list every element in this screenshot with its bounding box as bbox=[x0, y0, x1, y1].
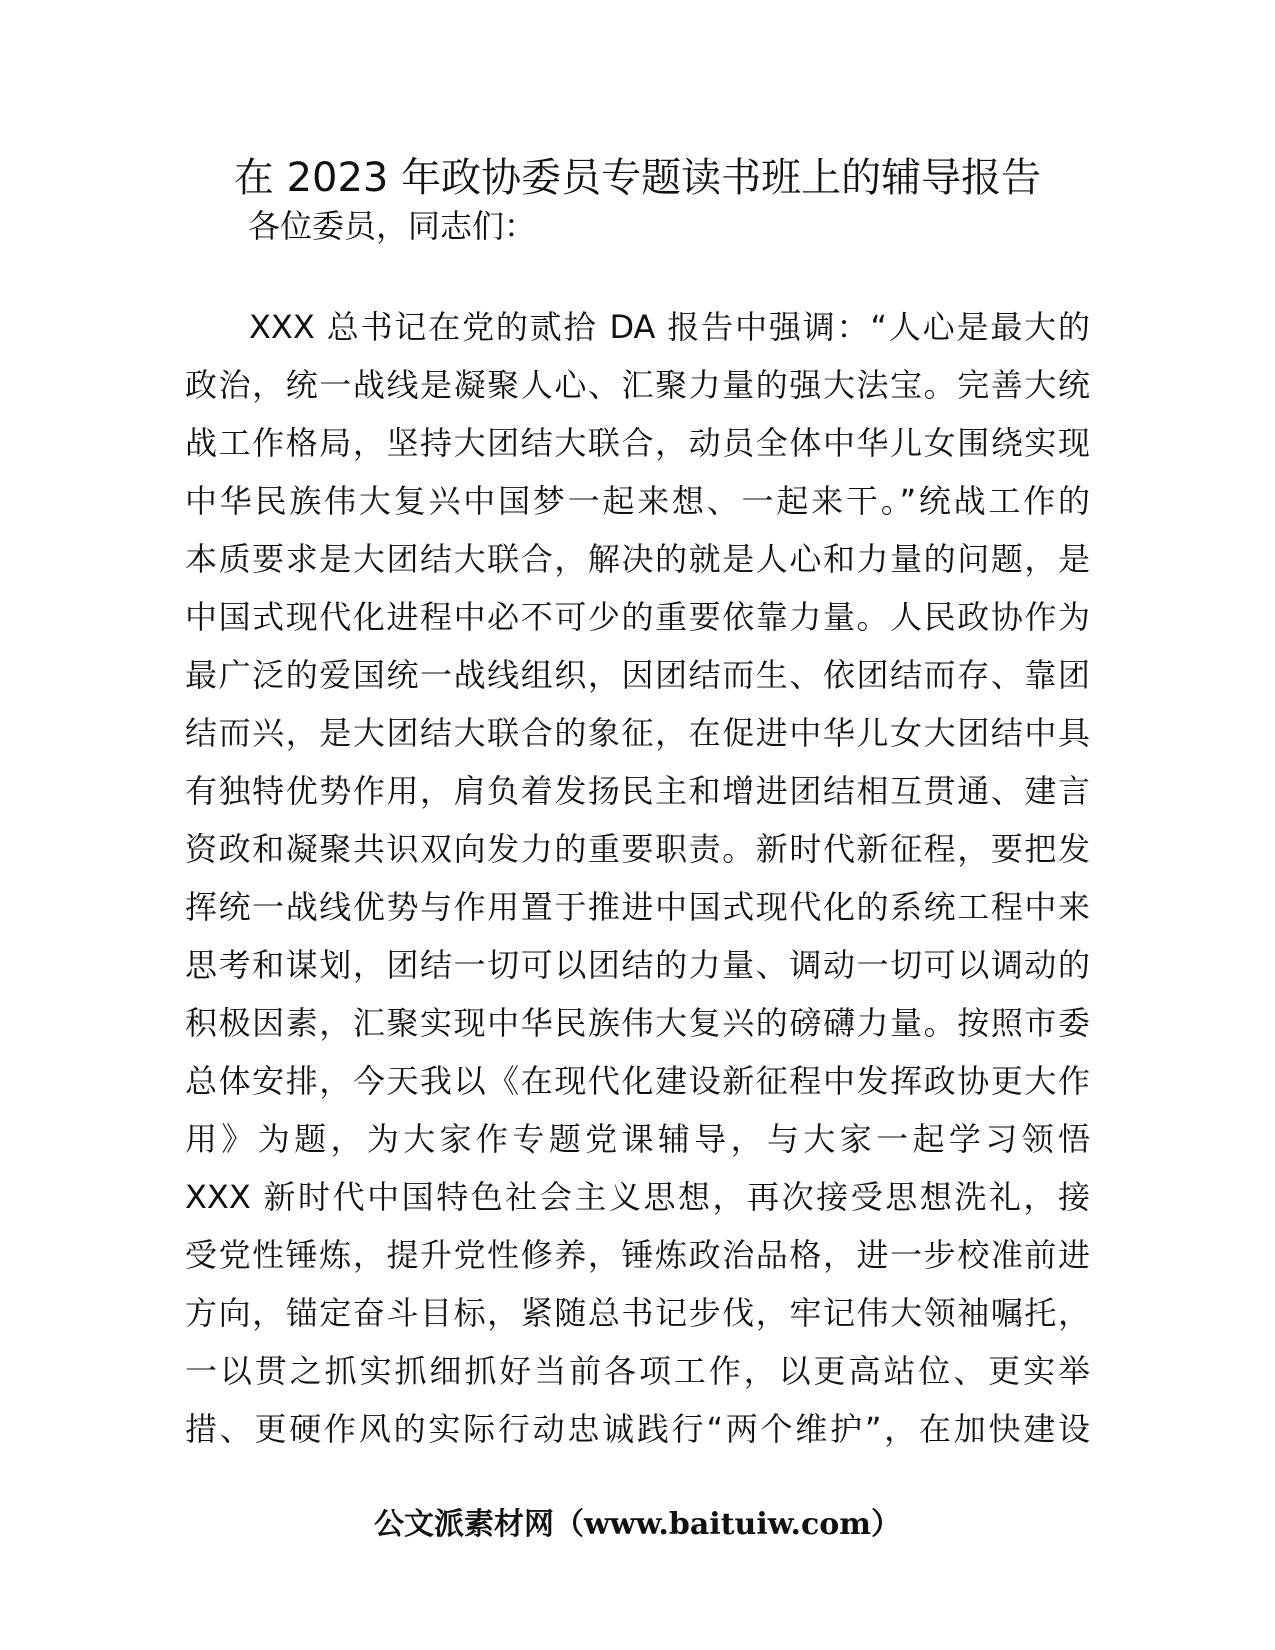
body-line: 一以贯之抓实抓细抓好当前各项工作，以更高站位、更实举 bbox=[185, 1352, 1090, 1390]
body-line: 资政和凝聚共识双向发力的重要职责。新时代新征程，要把发 bbox=[185, 830, 1090, 868]
body-line: 最广泛的爱国统一战线组织，因团结而生、依团结而存、靠团 bbox=[185, 656, 1090, 694]
body-line: 中国式现代化进程中必不可少的重要依靠力量。人民政协作为 bbox=[185, 598, 1090, 636]
body-line: XXX 总书记在党的贰拾 DA 报告中强调：“人心是最大的 bbox=[249, 308, 1090, 346]
body-line: 措、更硬作风的实际行动忠诚践行“两个维护”，在加快建设 bbox=[185, 1410, 1090, 1448]
body-line: 有独特优势作用，肩负着发扬民主和增进团结相互贯通、建言 bbox=[185, 772, 1090, 810]
body-line: 结而兴，是大团结大联合的象征，在促进中华儿女大团结中具 bbox=[185, 714, 1090, 752]
body-line: 积极因素，汇聚实现中华民族伟大复兴的磅礴力量。按照市委 bbox=[185, 1004, 1090, 1042]
body-line: 总体安排，今天我以《在现代化建设新征程中发挥政协更大作 bbox=[185, 1062, 1090, 1100]
body-line: 战工作格局，坚持大团结大联合，动员全体中华儿女围绕实现 bbox=[185, 424, 1090, 462]
body-line: XXX 新时代中国特色社会主义思想，再次接受思想洗礼，接 bbox=[185, 1178, 1090, 1216]
body-line: 中华民族伟大复兴中国梦一起来想、一起来干。”统战工作的 bbox=[185, 482, 1090, 520]
body-line: 受党性锤炼，提升党性修养，锤炼政治品格，进一步校准前进 bbox=[185, 1236, 1090, 1274]
body-text bbox=[185, 298, 1090, 1458]
footer-watermark: 公文派素材网（www.baituiw.com） bbox=[373, 1507, 902, 1542]
body-line: 挥统一战线优势与作用置于推进中国式现代化的系统工程中来 bbox=[185, 888, 1090, 926]
body-line: 本质要求是大团结大联合，解决的就是人心和力量的问题，是 bbox=[185, 540, 1090, 578]
body-line: 思考和谋划，团结一切可以团结的力量、调动一切可以调动的 bbox=[185, 946, 1090, 984]
body-line: 用》为题，为大家作专题党课辅导，与大家一起学习领悟 bbox=[185, 1120, 1090, 1158]
body-line: 政治，统一战线是凝聚人心、汇聚力量的强大法宝。完善大统 bbox=[185, 366, 1090, 404]
salutation: 各位委员，同志们： bbox=[248, 207, 537, 245]
body-line: 方向，锚定奋斗目标，紧随总书记步伐，牢记伟大领袖嘱托， bbox=[185, 1294, 1090, 1332]
document-title: 在 2023 年政协委员专题读书班上的辅导报告 bbox=[233, 155, 1042, 201]
